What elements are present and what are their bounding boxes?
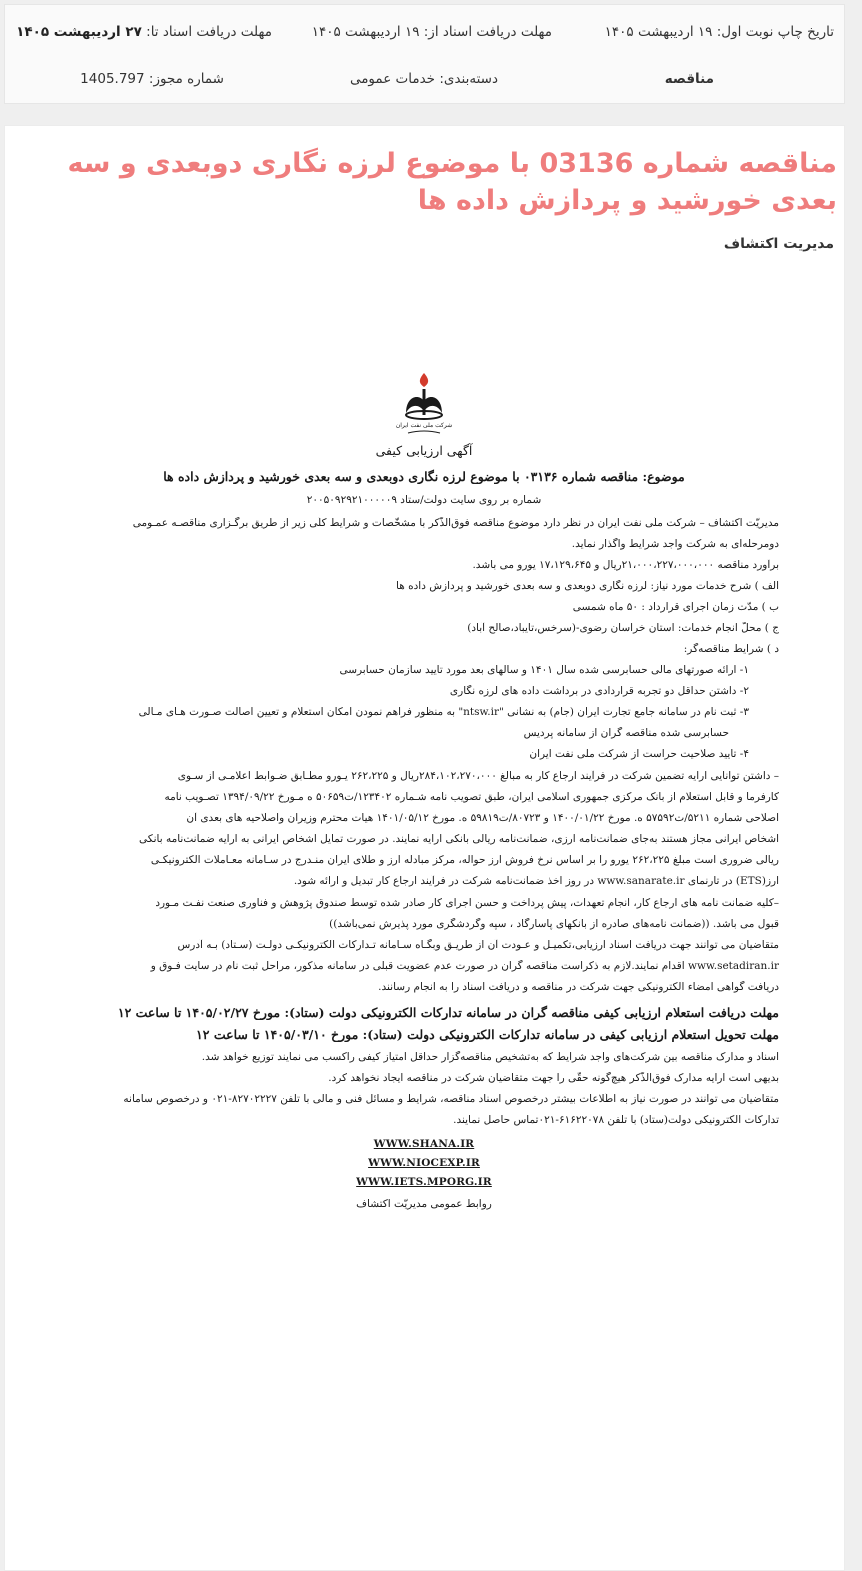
announcement-line: ۱- ارائه صورتهای مالی حسابرسی شده سال ۱۴۰۱ و سالهای بعد مورد تایید سازمان حسابرسی xyxy=(339,664,749,676)
tender-detail-card xyxy=(4,125,845,1571)
tender-type: مناقصه xyxy=(664,71,714,87)
category-value: خدمات عمومی xyxy=(349,71,436,87)
announcement-tail-line: بدیهی است ارایه مدارک فوق‌الذّکر هیچ‌گونه حقّی را جهت متقاضیان شرکت در مناقصه ایجاد نخواهد کرد. xyxy=(328,1072,779,1084)
url-iets: WWW.IETS.MPORG.IR xyxy=(356,1176,492,1188)
announcement-line: اشخاص ایرانی مجاز هستند به‌جای ضمانت‌نامه ارزی، ضمانت‌نامه ریالی بانکی ارایه نمایند. در صورت تمایل اشخاص ایرانی به ارایه ضمانت‌نامه بانکی xyxy=(139,833,779,845)
deadline-receive: مهلت دریافت استعلام ارزیابی کیفی مناقصه گران در سامانه تدارکات الکترونیکی دولت (ستاد): مورخ ۱۴۰۵/۰۲/۲۷ تا ساعت ۱۲ xyxy=(117,1005,779,1020)
announcement-line: حسابرسی شده مناقصه گران از سامانه پردیس xyxy=(523,727,729,739)
announcement-line: ۴- تایید صلاحیت حراست از شرکت ملی نفت ایران xyxy=(529,748,749,760)
announcement-line: کارفرما و قابل استعلام از بانک مرکزی جمهوری اسلامی ایران، طبق تصویب نامه شـماره ۱۲۳۴۰۲/ت۵۰۶۵۹ ه مـورخ ۱۳۹۴/۰۹/۲۲ تصـویب نامه xyxy=(164,791,779,803)
announcement-tail-line: تدارکات الکترونیکی دولت(ستاد) با تلفن ۶۱۶۲۲۰۷۸-۰۲۱تماس حاصل نمایند. xyxy=(453,1114,779,1126)
announcement-line: ۳- ثبت نام در سامانه جامع تجارت ایران (جام) به نشانی "ntsw.ir" به منظور فراهم نمودن امکان استعلام و تعیین اصالت صـورت هـای مـالی xyxy=(138,706,749,718)
announcement-line: ج ) محلّ انجام خدمات: استان خراسان رضوی-(سرخس،تایباد،صالح آباد) xyxy=(467,622,779,634)
info-row-dates xyxy=(5,24,844,48)
announcement-line: متقاضیان می توانند جهت دریافت اسناد ارزیابی،تکمیـل و عـودت آن از طریـق وبگـاه سـامانه تـدارکات الکترونیکـی دولـت (سـتاد) بـه آدرس xyxy=(177,939,779,951)
first-print-date xyxy=(605,24,834,40)
receive-until-value: ۲۷ اردیبهشت ۱۴۰۵ xyxy=(16,24,142,40)
announcement-line: دریافت گواهی امضاء الکترونیکی جهت شرکت در مناقصه و دریافت اسناد را به انجام رسانند. xyxy=(378,981,779,993)
license-value: 1405.797 xyxy=(80,71,145,87)
announcement-line: مدیریّت اکتشاف – شرکت ملّی نفت ایران در نظر دارد موضوع مناقصه فوق‌الذّکر با مشخّصات و شرایط کلّی زیر از طریق برگـزاری مناقصـه عمـومی xyxy=(132,517,779,529)
announcement-subject: موضوع: مناقصه شماره ۰۳۱۳۶ با موضوع لرزه نگاری دوبعدی و سه بعدی خورشید و پردازش داده ها xyxy=(163,469,685,484)
url-niocexp: WWW.NIOCEXP.IR xyxy=(368,1157,480,1169)
receive-from-label: مهلت دریافت اسناد از: xyxy=(423,24,552,40)
announcement-line: قبول می باشد. ((ضمانت نامه‌های صادره از بانکهای پاسارگاد ، سپه وگردشگری مورد پذیرش نمی‌باشد)) xyxy=(329,918,779,930)
receive-until-date xyxy=(16,24,272,40)
announcement-line: –کلیه ضمانت نامه های ارجاع کار، انجام تعهدات، پیش پرداخت و حسن اجرای کار صادر شده توسط صندوق پژوهش و فناوری صنعت نفـت مـورد xyxy=(155,897,779,909)
announcement-footer: روابط عمومی مدیریّت اکتشاف xyxy=(356,1198,492,1210)
info-row-meta xyxy=(5,71,844,95)
announcement-line: ارز(ETS) در تارنمای www.sanarate.ir در روز اخذ ضمانت‌نامه شرکت در فرآیند ارجاع کار تبدیل و ارائه شود. xyxy=(293,875,779,887)
announcement-site-number: شماره بر روی سایت دولت/ستاد ۲۰۰۵۰۹۲۹۲۱۰۰۰۰۰۹ xyxy=(306,494,542,506)
receive-from-value: ۱۹ اردیبهشت ۱۴۰۵ xyxy=(311,24,420,40)
license-label: شماره مجوز: xyxy=(148,71,224,87)
url-shana: WWW.SHANA.IR xyxy=(373,1138,475,1150)
announcement-line: برآورد مناقصه ۲۱،۰۰۰،۲۲۷،۰۰۰،۰۰۰ریال و ۱۷،۱۲۹،۶۴۵ یورو می باشد. xyxy=(472,559,779,571)
deadline-submit: مهلت تحویل استعلام ارزیابی کیفی در سامانه تدارکات الکترونیکی دولت (ستاد): مورخ ۱۴۰۵/۰۳/۱۰ تا ساعت ۱۲ xyxy=(196,1027,779,1042)
announcement-scan xyxy=(69,371,779,1291)
page-title: مناقصه شماره 03136 با موضوع لرزه نگاری دوبعدی و سه بعدی خورشید و پردازش داده ها xyxy=(67,148,837,216)
announcement-tail-line: متقاضیان می توانند در صورت نیاز به اطّلاعات بیشتر درخصوص اسناد مناقصه، شرایط و مسائل فنی و مالی با تلفن ۸۲۷۰۲۲۲۷-۰۲۱ و درخصوص سامانه xyxy=(123,1093,779,1105)
announcement-line: اصلاحی شماره ۵۲۱۱/ت۵۷۵۹۲ ه. مورخ ۱۴۰۰/۰۱/۲۲ و ۸۰۷۲۳/ت۵۹۸۱۹ ه. مورخ ۱۴۰۱/۰۵/۱۲ هیات محترم وزیران واصلاحیه های بعدی آن xyxy=(186,812,779,824)
first-print-label: تاریخ چاپ نوبت اول: xyxy=(716,24,834,40)
announcement-tail-line: اسناد و مدارک مناقصه بین شرکت‌های واجد شرایط که به‌تشخیص مناقصه‌گزار حداقل امتیاز کیفی راکسب می نمایند توزیع خواهد شد. xyxy=(201,1051,779,1063)
tender-info-card xyxy=(4,4,845,104)
national-iranian-oil-company-logo xyxy=(394,371,454,441)
announcement-line: د ) شرایط مناقصه‌گر: xyxy=(683,643,779,655)
receive-until-label: مهلت دریافت اسناد تا: xyxy=(146,24,272,40)
announcement-line: دومرحله‌ای به شرکت واجد شرایط واگذار نماید. xyxy=(571,538,779,550)
logo-caption: شرکت ملی نفت ایران xyxy=(395,422,453,429)
category-label: دسته‌بندی: xyxy=(439,71,498,87)
organization-name: مدیریت اکتشاف xyxy=(723,236,834,252)
announcement-line: ریالی ضروری است مبلغ ۲۶۲،۲۲۵ یورو را بر اساس نرخ فروش ارز حواله، مرکز مبادله ارز و طلای ایران منـدرج در سـامانه معـاملات الکترونیکـی xyxy=(150,854,779,866)
first-print-value: ۱۹ اردیبهشت ۱۴۰۵ xyxy=(604,24,713,40)
receive-from-date xyxy=(312,24,552,40)
announcement-line: www.setadiran.ir اقدام نمایند.لازم به ذکراست مناقصه گران در صورت عدم عضویت قبلی در سامانه مذکور، مراحل ثبت نام در سایت فـوق و xyxy=(150,960,779,972)
announcement-heading: آگهی ارزیابی کیفی xyxy=(375,443,473,458)
announcement-line: الف ) شرح خدمات مورد نیاز: لرزه نگاری دوبعدی و سه بعدی خورشید و پردازش داده ها xyxy=(396,580,779,592)
announcement-line: – داشتن توانایی ارایه تضمین شرکت در فرآیند ارجاع کار به مبالغ ۲۸۴،۱۰۲،۲۷۰،۰۰۰ریال و ۲۶۲،۲۲۵ یـورو مطـابق ضـوابط اعلامـی از سـوی xyxy=(177,770,779,782)
announcement-line: ۲- داشتن حداقل دو تجربه قراردادی در برداشت داده های لرزه نگاری xyxy=(449,685,749,697)
license-number xyxy=(80,71,224,87)
tender-category xyxy=(350,71,498,87)
announcement-line: ب ) مدّت زمان اجرای قرارداد : ۵۰ ماه شمسی xyxy=(572,601,779,613)
